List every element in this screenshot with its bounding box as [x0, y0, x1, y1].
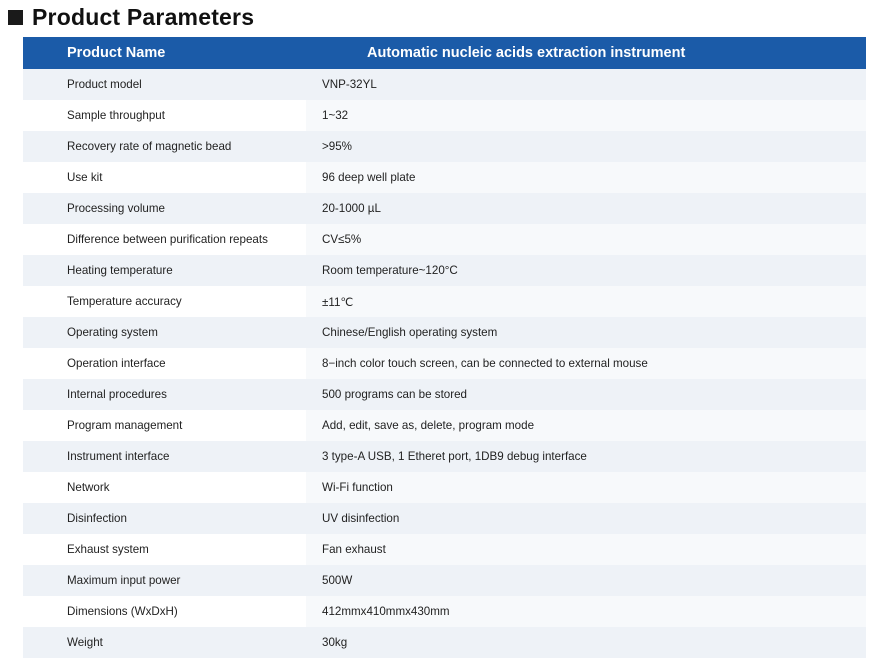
parameter-value: Room temperature~120°C: [306, 255, 866, 286]
table-row: [23, 348, 866, 379]
column-header-product-name: Product Name: [23, 37, 306, 69]
parameter-value: 1~32: [306, 100, 866, 131]
table-row: [23, 410, 866, 441]
table-row: [23, 317, 866, 348]
parameter-value: 3 type-A USB, 1 Etheret port, 1DB9 debug interface: [306, 441, 866, 472]
parameter-name: Internal procedures: [23, 379, 306, 410]
parameter-value: 8−inch color touch screen, can be connected to external mouse: [306, 348, 866, 379]
table-row: [23, 255, 866, 286]
table-header-row: [23, 37, 866, 69]
parameter-value: 500W: [306, 565, 866, 596]
parameter-name: Heating temperature: [23, 255, 306, 286]
parameter-name: Operating system: [23, 317, 306, 348]
parameter-name: Temperature accuracy: [23, 286, 306, 317]
page-title-text: Product Parameters: [32, 4, 255, 30]
parameter-name: Network: [23, 472, 306, 503]
parameter-value: Wi-Fi function: [306, 472, 866, 503]
parameter-name: Processing volume: [23, 193, 306, 224]
page-title: [0, 0, 888, 37]
parameter-name: Disinfection: [23, 503, 306, 534]
table-row: [23, 286, 866, 317]
table-body: [23, 69, 866, 658]
parameter-name: Product model: [23, 69, 306, 100]
parameter-name: Use kit: [23, 162, 306, 193]
parameter-value: >95%: [306, 131, 866, 162]
table-row: [23, 162, 866, 193]
parameter-value: ±11℃: [306, 286, 866, 317]
square-bullet-icon: [8, 10, 23, 25]
table-row: [23, 565, 866, 596]
parameter-value: Fan exhaust: [306, 534, 866, 565]
parameter-value: CV≤5%: [306, 224, 866, 255]
parameter-name: Maximum input power: [23, 565, 306, 596]
parameter-name: Difference between purification repeats: [23, 224, 306, 255]
table-row: [23, 441, 866, 472]
table-row: [23, 596, 866, 627]
column-header-product-title: Automatic nucleic acids extraction instrument: [306, 37, 866, 69]
parameter-name: Program management: [23, 410, 306, 441]
parameter-value: Chinese/English operating system: [306, 317, 866, 348]
table-row: [23, 534, 866, 565]
table-row: [23, 379, 866, 410]
parameter-name: Recovery rate of magnetic bead: [23, 131, 306, 162]
table-row: [23, 69, 866, 100]
parameter-value: 412mmx410mmx430mm: [306, 596, 866, 627]
parameter-value: 96 deep well plate: [306, 162, 866, 193]
table-row: [23, 503, 866, 534]
table-row: [23, 100, 866, 131]
table-row: [23, 224, 866, 255]
table-row: [23, 627, 866, 658]
parameter-value: 30kg: [306, 627, 866, 658]
parameter-value: 20-1000 µL: [306, 193, 866, 224]
table-row: [23, 193, 866, 224]
parameter-name: Exhaust system: [23, 534, 306, 565]
table-row: [23, 472, 866, 503]
parameter-name: Instrument interface: [23, 441, 306, 472]
parameter-value: UV disinfection: [306, 503, 866, 534]
parameter-value: VNP-32YL: [306, 69, 866, 100]
parameter-name: Dimensions (WxDxH): [23, 596, 306, 627]
parameter-value: 500 programs can be stored: [306, 379, 866, 410]
parameter-value: Add, edit, save as, delete, program mode: [306, 410, 866, 441]
table-header: [23, 37, 866, 69]
parameter-name: Weight: [23, 627, 306, 658]
parameter-name: Operation interface: [23, 348, 306, 379]
parameter-name: Sample throughput: [23, 100, 306, 131]
product-parameters-table: [23, 37, 866, 658]
table-row: [23, 131, 866, 162]
